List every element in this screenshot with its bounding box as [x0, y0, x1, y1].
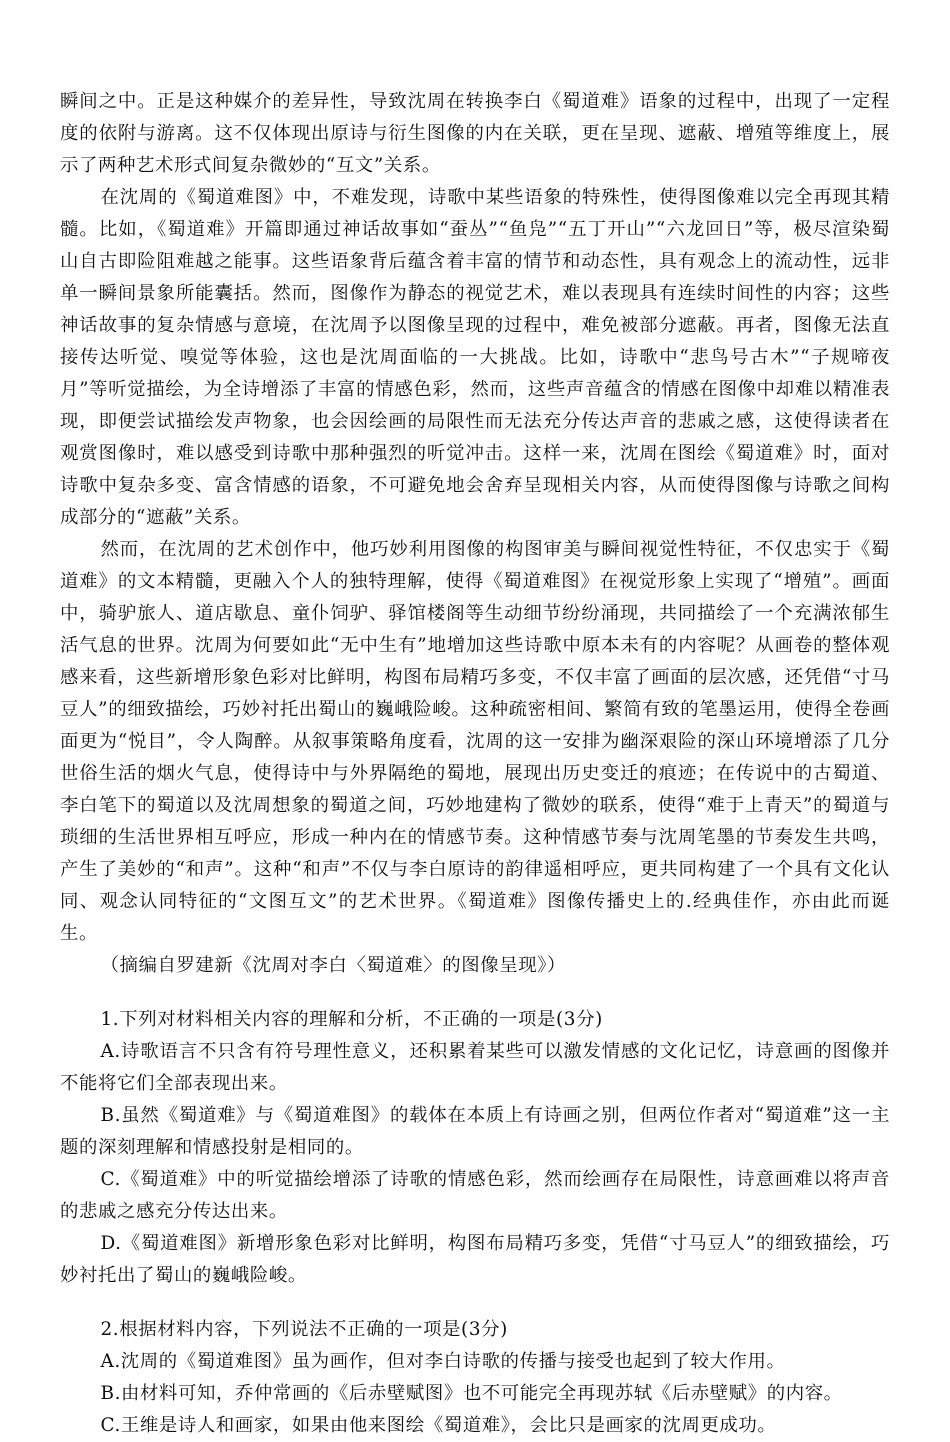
- option-a: A.诗歌语言不只含有符号理性意义，还积累着某些可以激发情感的文化记忆，诗意画的图像并不能将它们全部表现出来。: [60, 1041, 890, 1094]
- option-c: C.王维是诗人和画家，如果由他来图绘《蜀道难》，会比只是画家的沈周更成功。: [100, 1415, 777, 1436]
- article-source: （摘编自罗建新《沈周对李白〈蜀道难〉的图像呈现》）: [100, 955, 567, 976]
- article-paragraph-1: 瞬间之中。正是这种媒介的差异性，导致沈周在转换李白《蜀道难》语象的过程中，出现了一定程度的依附与游离。这不仅体现出原诗与衍生图像的内在关联，更在呈现、遮蔽、增殖等维度上，展示了两种艺术形式间复杂微妙的“互文”关系。: [60, 91, 890, 176]
- question-1: [60, 1004, 890, 1292]
- option-b: B.虽然《蜀道难》与《蜀道难图》的载体在本质上有诗画之别，但两位作者对“蜀道难”这一主题的深刻理解和情感投射是相同的。: [60, 1105, 890, 1158]
- option-b: B.由材料可知，乔仲常画的《后赤壁赋图》也不可能完全再现苏轼《后赤壁赋》的内容。: [100, 1383, 843, 1404]
- question-2: [60, 1314, 890, 1442]
- option-a: A.沈周的《蜀道难图》虽为画作，但对李白诗歌的传播与接受也起到了较大作用。: [100, 1351, 786, 1372]
- document-page: [60, 86, 890, 1442]
- option-c: C.《蜀道难》中的听觉描绘增添了诗歌的情感色彩，然而绘画存在局限性，诗意画难以将声音的悲戚之感充分传达出来。: [60, 1169, 890, 1222]
- option-d: D.《蜀道难图》新增形象色彩对比鲜明，构图布局精巧多变，凭借“寸马豆人”的细致描绘，巧妙衬托出了蜀山的巍峨险峻。: [60, 1233, 890, 1286]
- question-stem: 1.下列对材料相关内容的理解和分析，不正确的一项是(3分): [100, 1009, 603, 1030]
- spacer: [60, 1292, 890, 1314]
- article-paragraph-2: 在沈周的《蜀道难图》中，不难发现，诗歌中某些语象的特殊性，使得图像难以完全再现其精髓。比如，《蜀道难》开篇即通过神话故事如“蚕丛”“鱼凫”“五丁开山”“六龙回日”等，极尽渲染蜀山自古即险阻难越之能事。这些语象背后蕴含着丰富的情节和动态性，具有观念上的流动性，远非单一瞬间景象所能囊括。然而，图像作为静态的视觉艺术，难以表现具有连续时间性的内容；这些神话故事的复杂情感与意境，在沈周予以图像呈现的过程中，难免被部分遮蔽。再者，图像无法直接传达听觉、嗅觉等体验，这也是沈周面临的一大挑战。比如，诗歌中“悲鸟号古木”“子规啼夜月”等听觉描绘，为全诗增添了丰富的情感色彩，然而，这些声音蕴含的情感在图像中却难以精准表现，即便尝试描绘发声物象，也会因绘画的局限性而无法充分传达声音的悲戚之感，这使得读者在观赏图像时，难以感受到诗歌中那种强烈的听觉冲击。这样一来，沈周在图绘《蜀道难》时，面对诗歌中复杂多变、富含情感的语象，不可避免地会舍弃呈现相关内容，从而使得图像与诗歌之间构成部分的“遮蔽”关系。: [60, 187, 890, 528]
- question-stem: 2.根据材料内容，下列说法不正确的一项是(3分): [100, 1319, 508, 1340]
- article-paragraph-3: 然而，在沈周的艺术创作中，他巧妙利用图像的构图审美与瞬间视觉性特征，不仅忠实于《蜀道难》的文本精髓，更融入个人的独特理解，使得《蜀道难图》在视觉形象上实现了“增殖”。画面中，骑驴旅人、道店歇息、童仆饲驴、驿馆楼阁等生动细节纷纷涌现，共同描绘了一个充满浓郁生活气息的世界。沈周为何要如此“无中生有”地增加这些诗歌中原本未有的内容呢？从画卷的整体观感来看，这些新增形象色彩对比鲜明，构图布局精巧多变，不仅丰富了画面的层次感，还凭借“寸马豆人”的细致描绘，巧妙衬托出蜀山的巍峨险峻。这种疏密相间、繁简有致的笔墨运用，使得全卷画面更为“悦目”，令人陶醉。从叙事策略角度看，沈周的这一安排为幽深艰险的深山环境增添了几分世俗生活的烟火气息，使得诗中与外界隔绝的蜀地，展现出历史变迁的痕迹；在传说中的古蜀道、李白笔下的蜀道以及沈周想象的蜀道之间，巧妙地建构了微妙的联系，使得“难于上青天”的蜀道与琐细的生活世界相互呼应，形成一种内在的情感节奏。这种情感节奏与沈周笔墨的节奏发生共鸣，产生了美妙的“和声”。这种“和声”不仅与李白原诗的韵律遥相呼应，更共同构建了一个具有文化认同、观念认同特征的“文图互文”的艺术世界。《蜀道难》图像传播史上的.经典佳作，亦由此而诞生。: [60, 539, 890, 944]
- spacer: [60, 982, 890, 1004]
